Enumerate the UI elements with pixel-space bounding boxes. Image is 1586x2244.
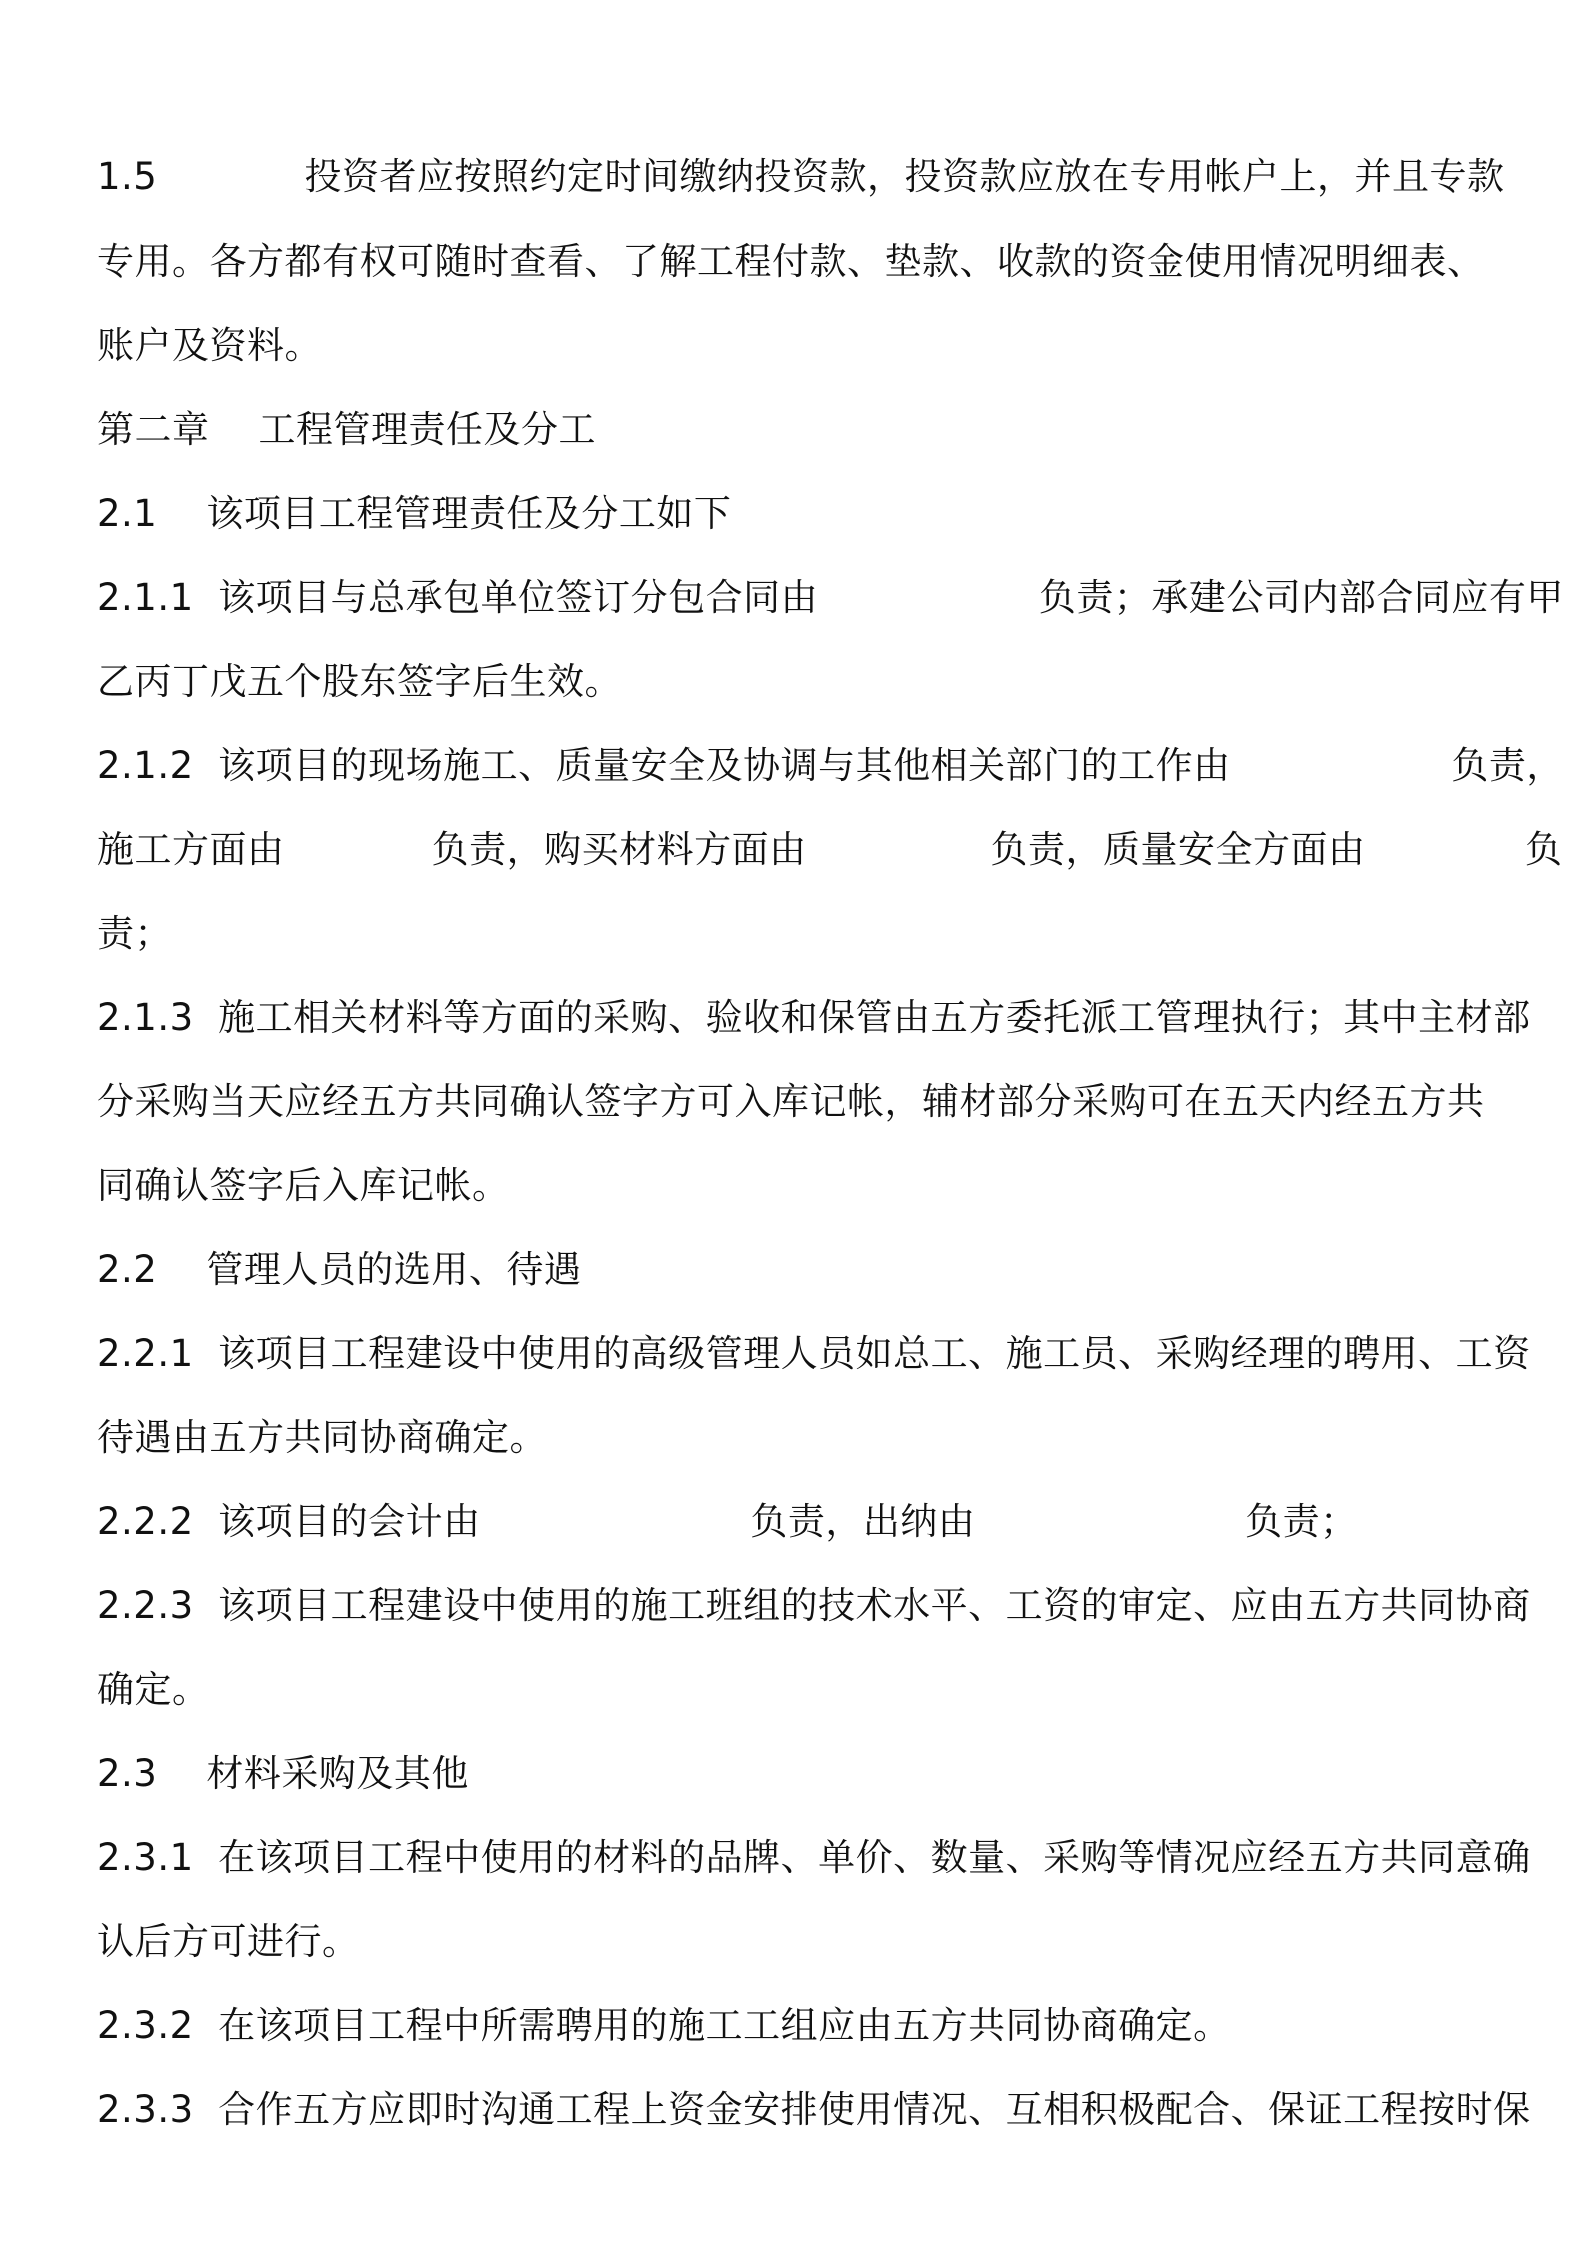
text-line: 乙丙丁戊五个股东签字后生效。 [97, 660, 622, 703]
text-line: 认后方可进行。 [97, 1920, 360, 1963]
text-line: 2.3.2 在该项目工程中所需聘用的施工工组应由五方共同协商确定。 [97, 2004, 1231, 2047]
text-line: 确定。 [97, 1668, 210, 1711]
text-line: 专用。各方都有权可随时查看、了解工程付款、垫款、收款的资金使用情况明细表、 [97, 240, 1485, 283]
text-line: 账户及资料。 [97, 324, 322, 367]
section-heading: 2.2 管理人员的选用、待遇 [97, 1248, 582, 1291]
text-line: 2.1.1 该项目与总承包单位签订分包合同由 负责；承建公司内部合同应有甲 [97, 576, 1564, 619]
text-line: 2.3.1 在该项目工程中使用的材料的品牌、单价、数量、采购等情况应经五方共同意确 [97, 1836, 1531, 1879]
text-line: 2.1.2 该项目的现场施工、质量安全及协调与其他相关部门的工作由 负责， [97, 744, 1564, 787]
section-heading: 2.1 该项目工程管理责任及分工如下 [97, 492, 732, 535]
text-line: 2.3.3 合作五方应即时沟通工程上资金安排使用情况、互相积极配合、保证工程按时保 [97, 2088, 1531, 2131]
text-line: 施工方面由 负责，购买材料方面由 负责，质量安全方面由 负 [97, 828, 1563, 871]
text-line: 责； [97, 912, 172, 955]
text-line: 待遇由五方共同协商确定。 [97, 1416, 547, 1459]
text-line: 分采购当天应经五方共同确认签字方可入库记帐，辅材部分采购可在五天内经五方共 [97, 1080, 1485, 1123]
section-heading: 2.3 材料采购及其他 [97, 1752, 469, 1795]
text-line: 同确认签字后入库记帐。 [97, 1164, 510, 1207]
chapter-heading: 第二章 工程管理责任及分工 [97, 408, 597, 451]
text-line: 2.2.1 该项目工程建设中使用的高级管理人员如总工、施工员、采购经理的聘用、工资 [97, 1332, 1531, 1375]
text-line: 2.1.3 施工相关材料等方面的采购、验收和保管由五方委托派工管理执行；其中主材部 [97, 996, 1531, 1039]
text-line: 1.5 投资者应按照约定时间缴纳投资款，投资款应放在专用帐户上，并且专款 [97, 155, 1505, 198]
text-line: 2.2.2 该项目的会计由 负责，出纳由 负责； [97, 1500, 1358, 1543]
text-line: 2.2.3 该项目工程建设中使用的施工班组的技术水平、工资的审定、应由五方共同协商 [97, 1584, 1531, 1627]
